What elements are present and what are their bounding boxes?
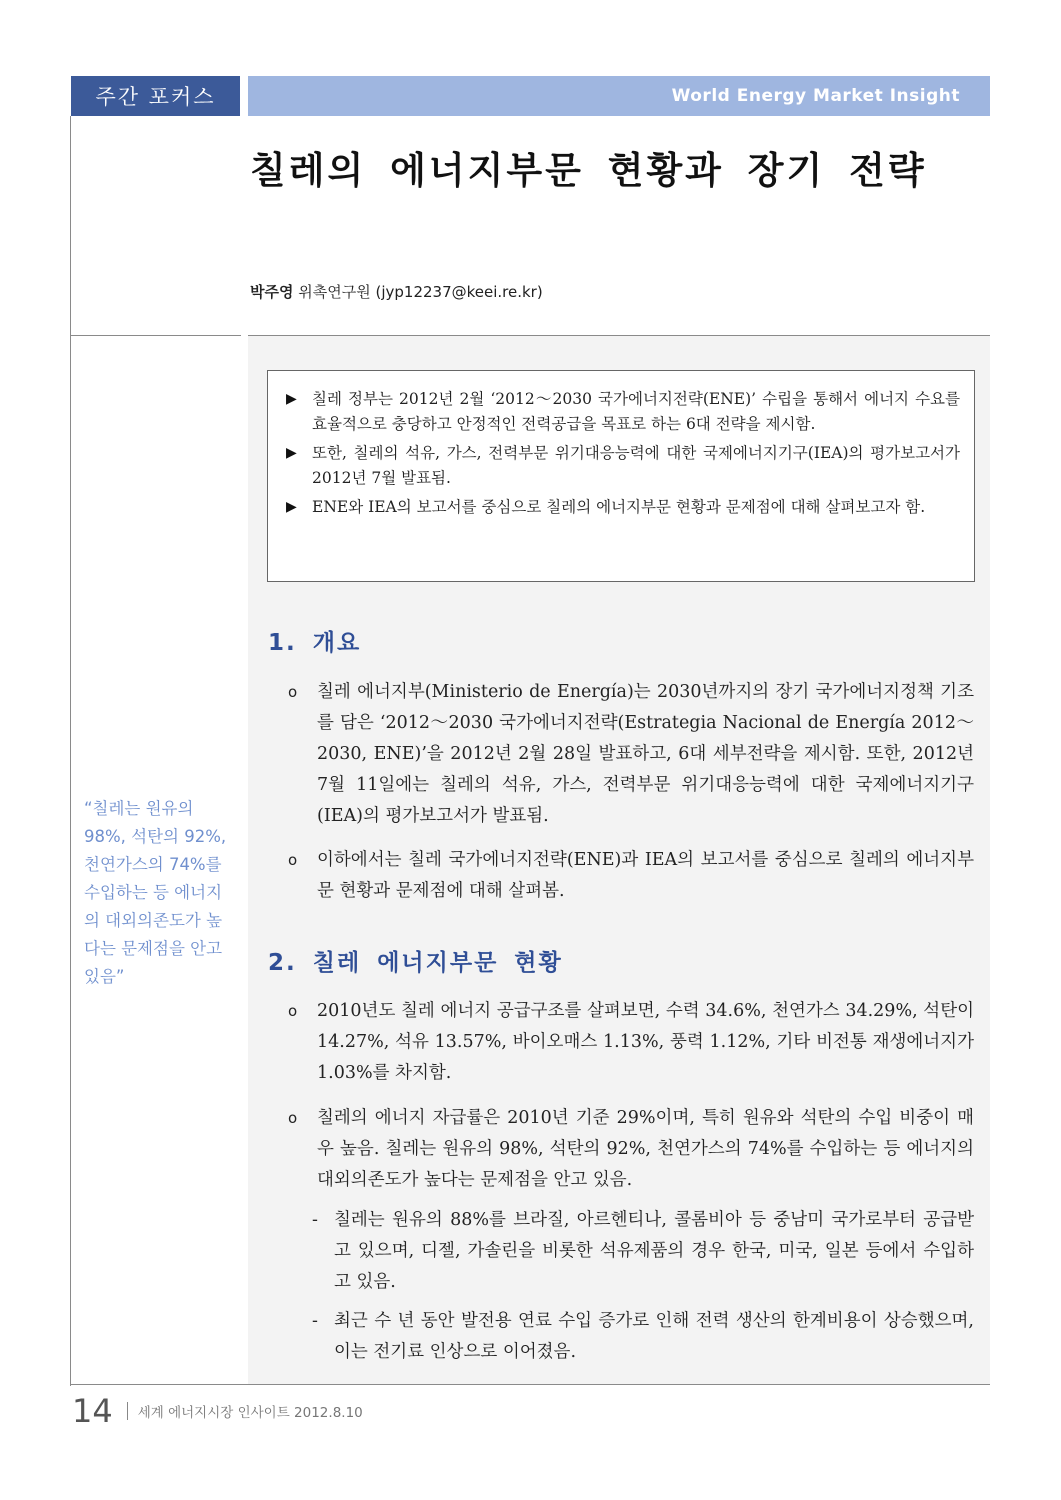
dash-marker: - xyxy=(312,1311,318,1331)
series-title-bar xyxy=(248,76,990,116)
right-triangle-icon: ▶ xyxy=(286,391,297,407)
list-item xyxy=(288,677,974,832)
right-triangle-icon: ▶ xyxy=(286,445,297,461)
summary-item xyxy=(286,441,960,491)
list-item-text: 칠레 에너지부(Ministerio de Energía)는 2030년까지의 장기 국가에너지정책 기조를 담은 ‘2012～2030 국가에너지전략(Estrategia Nacional de Energía 2012～2030, ENE)’을 2012년 2월 28일 발표하고, 6대 세부전략을 제시함. 또한, 2012년 7월 11일에는 칠레의 석유, 가스, 전력부문 위기대응능력에 대한 국제에너지기구(IEA)의 평가보고서가 발표됨. xyxy=(317,682,974,826)
article-title: 칠레의 에너지부문 현황과 장기 전략 xyxy=(250,149,927,192)
section1-heading: 1. 개요 xyxy=(268,630,362,656)
circle-bullet-icon: o xyxy=(288,683,298,701)
list-item-text: 칠레의 에너지 자급률은 2010년 기준 29%이며, 특히 원유와 석탄의 수입 비중이 매우 높음. 칠레는 원유의 98%, 석탄의 92%, 천연가스의 74%를 수입하는 등 에너지의 대외의존도가 높다는 문제점을 안고 있음. xyxy=(317,1108,974,1190)
left-rule xyxy=(70,116,71,1386)
summary-text: ENE와 IEA의 보고서를 중심으로 칠레의 에너지부문 현황과 문제점에 대해 살펴보고자 함. xyxy=(312,498,926,516)
sub-list-item xyxy=(312,1205,974,1298)
author-role: 위촉연구원 (jyp12237@keei.re.kr) xyxy=(298,283,543,301)
series-title: World Energy Market Insight xyxy=(671,86,960,106)
right-triangle-icon: ▶ xyxy=(286,499,297,515)
list-item xyxy=(288,996,974,1089)
list-item xyxy=(288,845,974,907)
page-number: 14 xyxy=(72,1392,113,1430)
summary-text: 또한, 칠레의 석유, 가스, 전력부문 위기대응능력에 대한 국제에너지기구(IEA)의 평가보고서가 2012년 7월 발표됨. xyxy=(312,444,960,487)
publication-info: 세계 에너지시장 인사이트 2012.8.10 xyxy=(137,1405,363,1421)
dash-marker: - xyxy=(312,1210,318,1230)
sub-list-item-text: 최근 수 년 동안 발전용 연료 수입 증가로 인해 전력 생산의 한계비용이 상승했으며, 이는 전기료 인상으로 이어졌음. xyxy=(334,1311,974,1362)
list-item xyxy=(288,1103,974,1196)
footer-separator xyxy=(127,1402,128,1420)
section-tag: 주간 포커스 xyxy=(71,76,240,116)
footer xyxy=(72,1392,363,1430)
sub-list-item xyxy=(312,1306,974,1368)
summary-item xyxy=(286,387,960,437)
circle-bullet-icon: o xyxy=(288,1002,298,1020)
divider-left xyxy=(71,335,241,336)
summary-item xyxy=(286,495,960,520)
author-line xyxy=(250,281,543,302)
summary-box xyxy=(267,370,975,582)
footer-rule xyxy=(70,1384,990,1385)
list-item-text: 2010년도 칠레 에너지 공급구조를 살펴보면, 수력 34.6%, 천연가스 34.29%, 석탄이 14.27%, 석유 13.57%, 바이오매스 1.13%, 풍력 1.12%, 기타 비전통 재생에너지가 1.03%를 차지함. xyxy=(317,1001,974,1083)
circle-bullet-icon: o xyxy=(288,851,298,869)
sub-list-item-text: 칠레는 원유의 88%를 브라질, 아르헨티나, 콜롬비아 등 중남미 국가로부터 공급받고 있으며, 디젤, 가솔린을 비롯한 석유제품의 경우 한국, 미국, 일본 등에서 수입하고 있음. xyxy=(334,1210,974,1292)
pull-quote: “칠레는 원유의 98%, 석탄의 92%, 천연가스의 74%를 수입하는 등 에너지의 대외의존도가 높다는 문제점을 안고 있음” xyxy=(84,799,227,986)
section2-heading: 2. 칠레 에너지부문 현황 xyxy=(268,950,563,976)
author-name: 박주영 xyxy=(250,283,294,301)
circle-bullet-icon: o xyxy=(288,1109,298,1127)
list-item-text: 이하에서는 칠레 국가에너지전략(ENE)과 IEA의 보고서를 중심으로 칠레의 에너지부문 현황과 문제점에 대해 살펴봄. xyxy=(317,850,974,901)
summary-text: 칠레 정부는 2012년 2월 ‘2012～2030 국가에너지전략(ENE)’ 수립을 통해서 에너지 수요를 효율적으로 충당하고 안정적인 전력공급을 목표로 하는 6대 전략을 제시함. xyxy=(312,390,960,433)
